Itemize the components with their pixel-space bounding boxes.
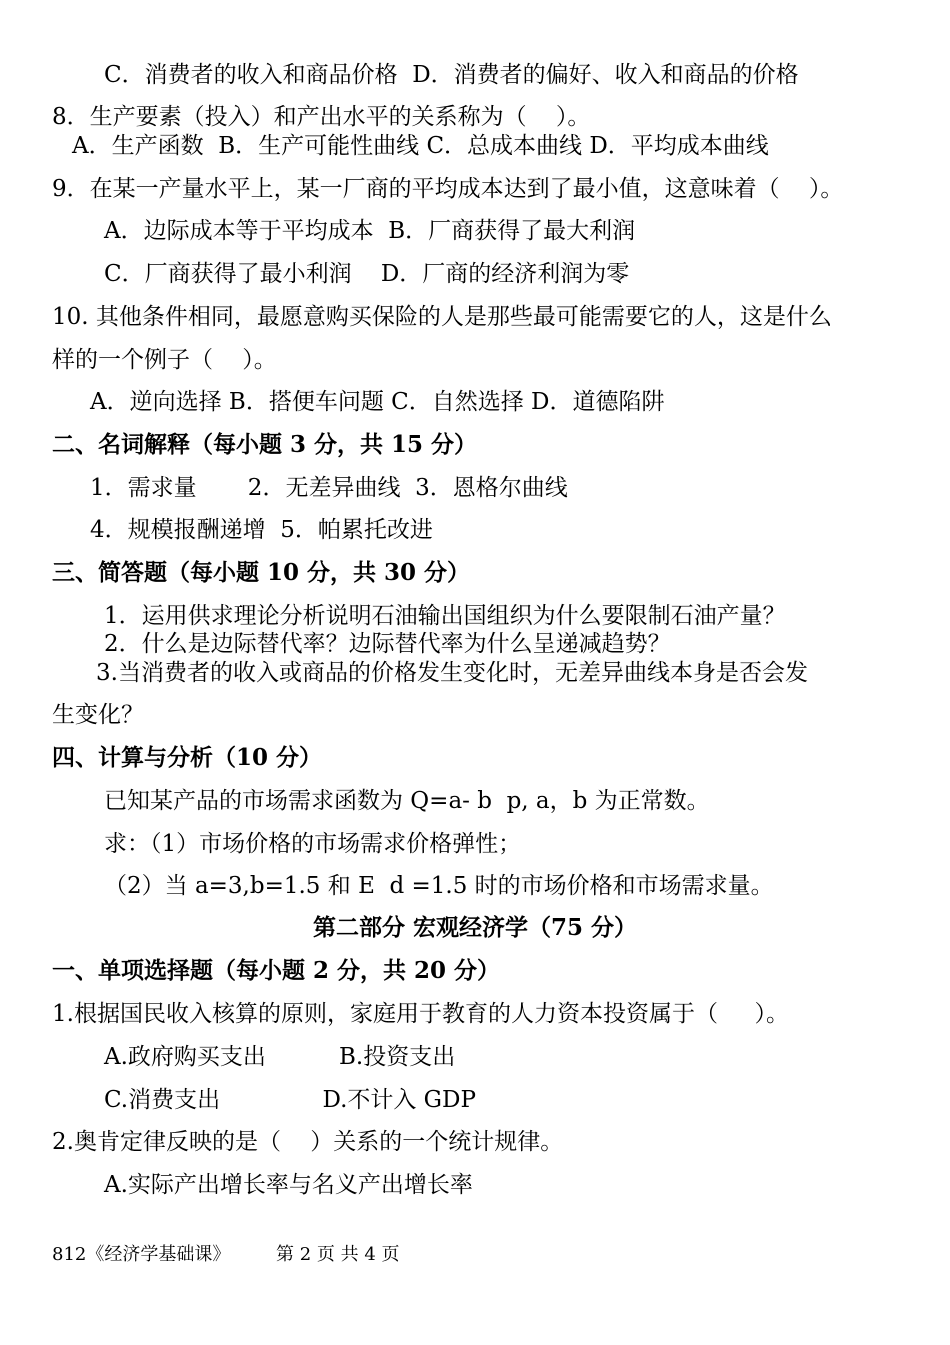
q10-stem-line1: 10. 其他条件相同，最愿意购买保险的人是那些最可能需要它的人，这是什么 [52, 304, 832, 330]
q9-stem: 9．在某一产量水平上，某一厂商的平均成本达到了最小值，这意味着（ ）。 [52, 176, 844, 202]
section-heading-single-choice: 一、单项选择题（每小题 2 分，共 20 分） [52, 957, 501, 984]
short-answer-2: 2．什么是边际替代率？边际替代率为什么呈递减趋势？ [104, 631, 671, 657]
q9-options-ab: A．边际成本等于平均成本 B．厂商获得了最大利润 [104, 218, 636, 244]
q8-stem: 8．生产要素（投入）和产出水平的关系称为（ ）。 [52, 104, 591, 130]
calc-task-1: 求：（1）市场价格的市场需求价格弹性； [104, 831, 522, 857]
short-answer-1: 1．运用供求理论分析说明石油输出国组织为什么要限制石油产量？ [104, 603, 786, 629]
footer-course-name: 812《经济学基础课》 [52, 1244, 231, 1265]
part-two-title: 第二部分 宏观经济学（75 分） [312, 914, 638, 941]
calc-task-2: （2）当 a=3,b=1.5 和 E d =1.5 时的市场价格和市场需求量。 [104, 873, 774, 899]
footer-page-number: 第 2 页 共 4 页 [276, 1244, 400, 1265]
short-answer-3-line2: 生变化？ [52, 702, 144, 728]
q10-stem-line2: 样的一个例子（ ）。 [52, 347, 277, 373]
terms-line2: 4．规模报酬递增 5．帕累托改进 [90, 517, 433, 543]
macro-q2-option-a: A.实际产出增长率与名义产出增长率 [104, 1172, 473, 1198]
calc-given: 已知某产品的市场需求函数为 Q=a- b p, a，b 为正常数。 [104, 788, 710, 814]
macro-q1-options-cd: C.消费支出 D.不计入 GDP [104, 1087, 476, 1113]
section-heading-short-answer: 三、简答题（每小题 10 分，共 30 分） [52, 559, 471, 586]
macro-q1-stem: 1.根据国民收入核算的原则，家庭用于教育的人力资本投资属于（ ）。 [52, 1001, 789, 1027]
section-heading-calculation: 四、计算与分析（10 分） [52, 744, 323, 771]
q8-options: A．生产函数 B．生产可能性曲线 C．总成本曲线 D．平均成本曲线 [72, 133, 769, 159]
macro-q1-options-ab: A.政府购买支出 B.投资支出 [104, 1044, 456, 1070]
macro-q2-stem: 2.奥肯定律反映的是（ ）关系的一个统计规律。 [52, 1129, 564, 1155]
q7-options-cd: C．消费者的收入和商品价格 D．消费者的偏好、收入和商品的价格 [104, 62, 799, 88]
terms-line1: 1．需求量 2．无差异曲线 3．恩格尔曲线 [90, 475, 568, 501]
q10-options: A．逆向选择 B．搭便车问题 C．自然选择 D．道德陷阱 [90, 389, 665, 415]
short-answer-3-line1: 3.当消费者的收入或商品的价格发生变化时，无差异曲线本身是否会发 [96, 660, 808, 686]
section-heading-terms: 二、名词解释（每小题 3 分，共 15 分） [52, 431, 478, 458]
q9-options-cd: C．厂商获得了最小利润 D．厂商的经济利润为零 [104, 261, 630, 287]
